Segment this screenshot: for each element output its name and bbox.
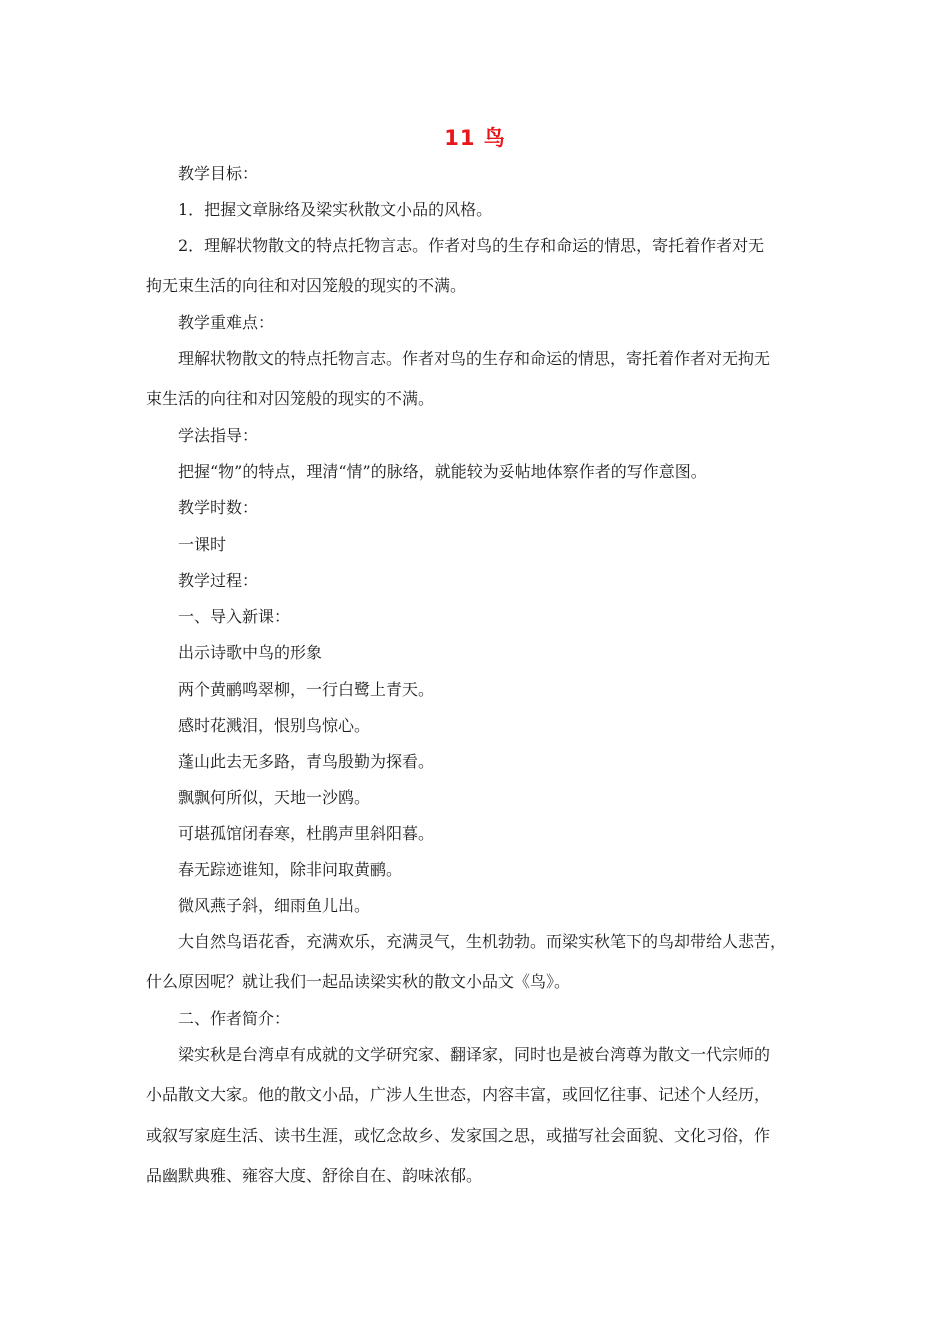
section-heading: 教学时数： xyxy=(178,498,259,517)
paragraph-line: 拘无束生活的向往和对囚笼般的现实的不满。 xyxy=(146,276,467,295)
paragraph-line: 大自然鸟语花香，充满欢乐，充满灵气，生机勃勃。而梁实秋笔下的鸟却带给人悲苦， xyxy=(178,932,787,951)
paragraph-line: 梁实秋是台湾卓有成就的文学研究家、翻译家，同时也是被台湾尊为散文一代宗师的 xyxy=(178,1045,771,1064)
poem-line: 春无踪迹谁知，除非问取黄鹂。 xyxy=(178,860,403,879)
section-heading: 教学目标： xyxy=(178,164,259,183)
paragraph-line: 束生活的向往和对囚笼般的现实的不满。 xyxy=(146,389,435,408)
poem-line: 微风燕子斜，细雨鱼儿出。 xyxy=(178,896,371,915)
paragraph-line: 什么原因呢？就让我们一起品读梁实秋的散文小品文《鸟》。 xyxy=(146,972,571,991)
paragraph-line: 或叙写家庭生活、读书生涯，或忆念故乡、发家国之思，或描写社会面貌、文化习俗，作 xyxy=(146,1126,771,1145)
poem-line: 两个黄鹂鸣翠柳，一行白鹭上青天。 xyxy=(178,680,435,699)
poem-line: 感时花溅泪，恨别鸟惊心。 xyxy=(178,716,371,735)
section-heading: 学法指导： xyxy=(178,426,259,445)
paragraph-line: 1．把握文章脉络及梁实秋散文小品的风格。 xyxy=(178,200,493,219)
paragraph-line: 理解状物散文的特点托物言志。作者对鸟的生存和命运的情思，寄托着作者对无拘无 xyxy=(178,349,771,368)
paragraph-line: 2．理解状物散文的特点托物言志。作者对鸟的生存和命运的情思，寄托着作者对无 xyxy=(178,236,765,255)
section-heading: 一、导入新课： xyxy=(178,607,291,626)
poem-line: 蓬山此去无多路，青鸟殷勤为探看。 xyxy=(178,752,435,771)
paragraph-line: 品幽默典雅、雍容大度、舒徐自在、韵味浓郁。 xyxy=(146,1166,483,1185)
poem-line: 飘飘何所似，天地一沙鸥。 xyxy=(178,788,371,807)
section-heading: 二、作者简介： xyxy=(178,1009,291,1028)
poem-line: 可堪孤馆闭春寒，杜鹃声里斜阳暮。 xyxy=(178,824,435,843)
paragraph-line: 把握“物”的特点，理清“情”的脉络，就能较为妥帖地体察作者的写作意图。 xyxy=(178,462,707,481)
paragraph-line: 小品散文大家。他的散文小品，广涉人生世态，内容丰富，或回忆往事、记述个人经历， xyxy=(146,1085,771,1104)
section-heading: 教学重难点： xyxy=(178,313,275,332)
paragraph-line: 出示诗歌中鸟的形象 xyxy=(178,643,323,662)
page-title: 11 鸟 xyxy=(444,126,506,150)
section-heading: 教学过程： xyxy=(178,571,259,590)
paragraph-line: 一课时 xyxy=(178,535,227,554)
